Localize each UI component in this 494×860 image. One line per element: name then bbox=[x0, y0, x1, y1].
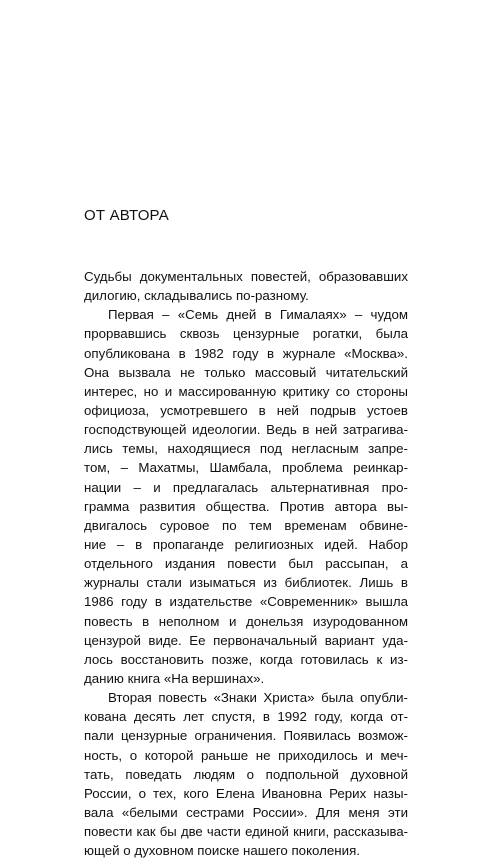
text-line: Судьбы документальных повестей, образовавших bbox=[84, 269, 408, 284]
text-line: интерес, но и массированную критику со стороны bbox=[84, 383, 408, 399]
text-line: нации – и предлагалась альтернативная про- bbox=[84, 479, 408, 495]
text-line: лось восстановить позже, когда готовилась к из- bbox=[84, 651, 408, 667]
text-line: Она вызвала не только массовый читательский bbox=[84, 364, 408, 380]
text-line: отдельного издания повести был рассыпан, а bbox=[84, 556, 408, 572]
text-line: двигалось суровое по тем временам обвине- bbox=[84, 517, 408, 533]
text-line: вала «белыми сестрами России». Для меня эти bbox=[84, 804, 408, 820]
text-line: пали цензурные ограничения. Появилась возмож- bbox=[84, 728, 408, 744]
text-line: 1986 году в издательстве «Современник» вышла bbox=[84, 594, 408, 610]
text-line: дилогию, складывались по-разному. bbox=[84, 288, 309, 304]
text-line: тать, поведать людям о подпольной духовной bbox=[84, 766, 408, 782]
text-line: грамма развития общества. Против автора вы- bbox=[84, 498, 408, 514]
text-line: ность, о которой раньше не приходилось и меч- bbox=[84, 747, 408, 763]
text-line: ние – в пропаганде религиозных идей. Набор bbox=[84, 536, 408, 552]
text-line: официоза, усмотревшего в ней подрыв устоев bbox=[84, 402, 408, 418]
text-line: данию книга «На вершинах». bbox=[84, 670, 265, 686]
text-line: лись темы, находящиеся под негласным запре- bbox=[84, 441, 408, 457]
text-line: цензурой виде. Ее первоначальный вариант уда- bbox=[84, 632, 408, 648]
text-line: господствующей идеологии. Ведь в ней затрагива- bbox=[84, 422, 408, 438]
text-line: том, – Махатмы, Шамбала, проблема реинкар- bbox=[84, 460, 408, 476]
text-line: прорвавшись сквозь цензурные рогатки, была bbox=[84, 326, 408, 342]
text-line: Первая – «Семь дней в Гималаях» – чудом bbox=[108, 307, 408, 323]
text-line: журналы стали изыматься из библиотек. Лишь в bbox=[84, 575, 408, 591]
section-heading: ОТ АВТОРА bbox=[84, 207, 169, 224]
body-text bbox=[84, 267, 408, 860]
text-line: кована десять лет спустя, в 1992 году, когда от- bbox=[84, 709, 408, 725]
text-line: Вторая повесть «Знаки Христа» была опубли- bbox=[108, 690, 408, 706]
text-line: России, о тех, кого Елена Ивановна Рерих назы- bbox=[84, 785, 408, 801]
text-line: ющей о духовном поиске нашего поколения. bbox=[84, 843, 360, 859]
text-line: повесть в неполном и донельзя изуродованном bbox=[84, 613, 408, 629]
text-line: повести как бы две части единой книги, рассказыва- bbox=[84, 824, 408, 840]
text-line: опубликована в 1982 году в журнале «Москва». bbox=[84, 345, 408, 361]
